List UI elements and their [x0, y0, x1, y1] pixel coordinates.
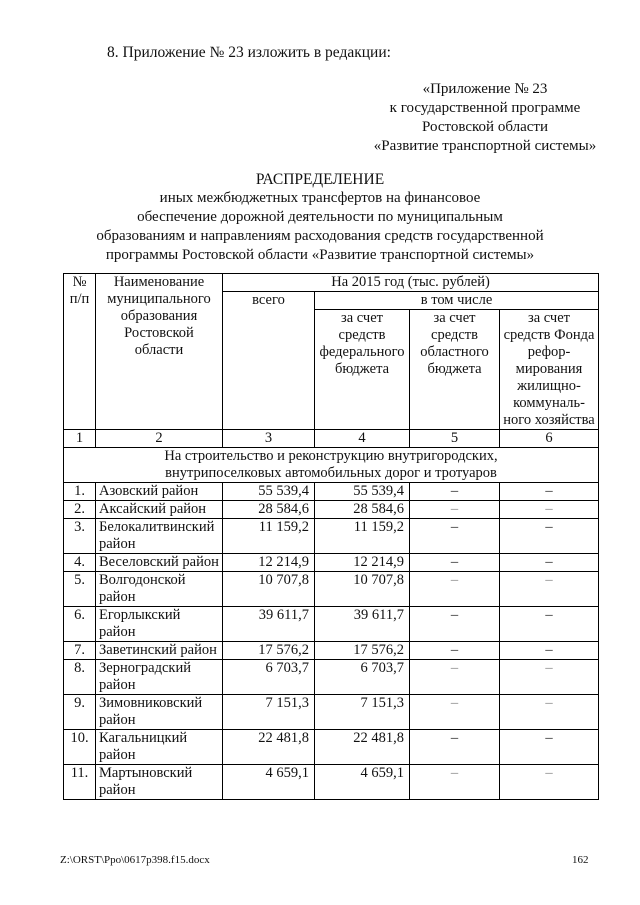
row-name: Белокалитвинский район — [96, 519, 223, 554]
table-row — [64, 483, 599, 501]
row-number: 5. — [64, 572, 96, 607]
row-total: 7 151,3 — [223, 695, 315, 730]
row-regional: – — [410, 483, 500, 501]
row-total: 6 703,7 — [223, 660, 315, 695]
column-number: 6 — [500, 430, 599, 448]
row-regional: – — [410, 607, 500, 642]
section-row — [64, 448, 599, 483]
row-total: 39 611,7 — [223, 607, 315, 642]
row-number: 1. — [64, 483, 96, 501]
row-federal: 55 539,4 — [315, 483, 410, 501]
row-fund: – — [500, 607, 599, 642]
heading-line: иных межбюджетных трансфертов на финансовое — [159, 190, 481, 206]
row-federal: 6 703,7 — [315, 660, 410, 695]
row-fund: – — [500, 660, 599, 695]
table-row — [64, 765, 599, 800]
column-number: 5 — [410, 430, 500, 448]
row-name: Зимовниковский район — [96, 695, 223, 730]
header-federal: за счет средств федерального бюджета — [315, 310, 410, 430]
row-number: 4. — [64, 554, 96, 572]
header-total: всего — [223, 292, 315, 430]
table-row — [64, 660, 599, 695]
row-number: 10. — [64, 730, 96, 765]
header-regional: за счет средств областного бюджета — [410, 310, 500, 430]
header-including: в том числе — [315, 292, 599, 310]
footer-path: Z:\ORST\Ppo\0617p398.f15.docx — [60, 854, 210, 866]
table-row — [64, 572, 599, 607]
row-fund: – — [500, 519, 599, 554]
row-regional: – — [410, 519, 500, 554]
row-total: 12 214,9 — [223, 554, 315, 572]
column-numbers-row — [64, 430, 599, 448]
table-row — [64, 607, 599, 642]
row-name: Аксайский район — [96, 501, 223, 519]
row-regional: – — [410, 730, 500, 765]
document-heading — [60, 170, 580, 265]
row-fund: – — [500, 554, 599, 572]
row-number: 9. — [64, 695, 96, 730]
row-fund: – — [500, 765, 599, 800]
intro-line: 8. Приложение № 23 изложить в редакции: — [107, 44, 391, 61]
section-title: На строительство и реконструкцию внутригородских, внутрипоселковых автомобильных дорог и тротуаров — [64, 448, 599, 483]
row-name: Мартыновский район — [96, 765, 223, 800]
row-name: Волгодонской район — [96, 572, 223, 607]
table-row — [64, 642, 599, 660]
appendix-block — [370, 80, 600, 156]
column-number: 2 — [96, 430, 223, 448]
row-name: Заветинский район — [96, 642, 223, 660]
row-name: Кагальницкий район — [96, 730, 223, 765]
appendix-line: «Приложение № 23 — [422, 81, 548, 97]
header-fund: за счет средств Фонда рефор-мирования жилищно-коммуналь-ного хозяйства — [500, 310, 599, 430]
row-number: 11. — [64, 765, 96, 800]
row-federal: 11 159,2 — [315, 519, 410, 554]
appendix-line: к государственной программе — [389, 100, 581, 116]
row-number: 7. — [64, 642, 96, 660]
row-federal: 22 481,8 — [315, 730, 410, 765]
appendix-line: Ростовской области — [422, 119, 548, 135]
distribution-table — [63, 273, 599, 800]
row-total: 17 576,2 — [223, 642, 315, 660]
heading-title: РАСПРЕДЕЛЕНИЕ — [255, 171, 385, 188]
row-number: 6. — [64, 607, 96, 642]
column-number: 1 — [64, 430, 96, 448]
row-fund: – — [500, 695, 599, 730]
table-row — [64, 695, 599, 730]
heading-line: программы Ростовской области «Развитие транспортной системы» — [105, 247, 535, 263]
row-name: Веселовский район — [96, 554, 223, 572]
row-federal: 17 576,2 — [315, 642, 410, 660]
row-federal: 4 659,1 — [315, 765, 410, 800]
row-number: 2. — [64, 501, 96, 519]
heading-line: образованиям и направлениям расходования средств государственной — [96, 228, 544, 244]
header-year: На 2015 год (тыс. рублей) — [223, 274, 599, 292]
table-body — [64, 483, 599, 800]
column-number: 3 — [223, 430, 315, 448]
row-total: 10 707,8 — [223, 572, 315, 607]
row-regional: – — [410, 642, 500, 660]
row-name: Зерноградский район — [96, 660, 223, 695]
row-fund: – — [500, 730, 599, 765]
row-federal: 28 584,6 — [315, 501, 410, 519]
footer-page-number: 162 — [572, 854, 589, 866]
row-federal: 12 214,9 — [315, 554, 410, 572]
row-regional: – — [410, 554, 500, 572]
row-number: 8. — [64, 660, 96, 695]
appendix-line: «Развитие транспортной системы» — [373, 138, 597, 154]
row-regional: – — [410, 572, 500, 607]
row-fund: – — [500, 483, 599, 501]
row-total: 22 481,8 — [223, 730, 315, 765]
row-regional: – — [410, 501, 500, 519]
row-federal: 39 611,7 — [315, 607, 410, 642]
row-fund: – — [500, 501, 599, 519]
column-number: 4 — [315, 430, 410, 448]
heading-line: обеспечение дорожной деятельности по муниципальным — [137, 209, 503, 225]
row-total: 55 539,4 — [223, 483, 315, 501]
row-fund: – — [500, 572, 599, 607]
table-row — [64, 501, 599, 519]
header-name: Наименование муниципального образования Ростовской области — [96, 274, 223, 430]
row-number: 3. — [64, 519, 96, 554]
table-row — [64, 730, 599, 765]
row-regional: – — [410, 695, 500, 730]
row-regional: – — [410, 765, 500, 800]
row-total: 4 659,1 — [223, 765, 315, 800]
table-row — [64, 519, 599, 554]
row-name: Егорлыкский район — [96, 607, 223, 642]
row-regional: – — [410, 660, 500, 695]
row-name: Азовский район — [96, 483, 223, 501]
table-row — [64, 554, 599, 572]
row-total: 11 159,2 — [223, 519, 315, 554]
row-federal: 7 151,3 — [315, 695, 410, 730]
row-federal: 10 707,8 — [315, 572, 410, 607]
row-fund: – — [500, 642, 599, 660]
header-num: № п/п — [64, 274, 96, 430]
row-total: 28 584,6 — [223, 501, 315, 519]
